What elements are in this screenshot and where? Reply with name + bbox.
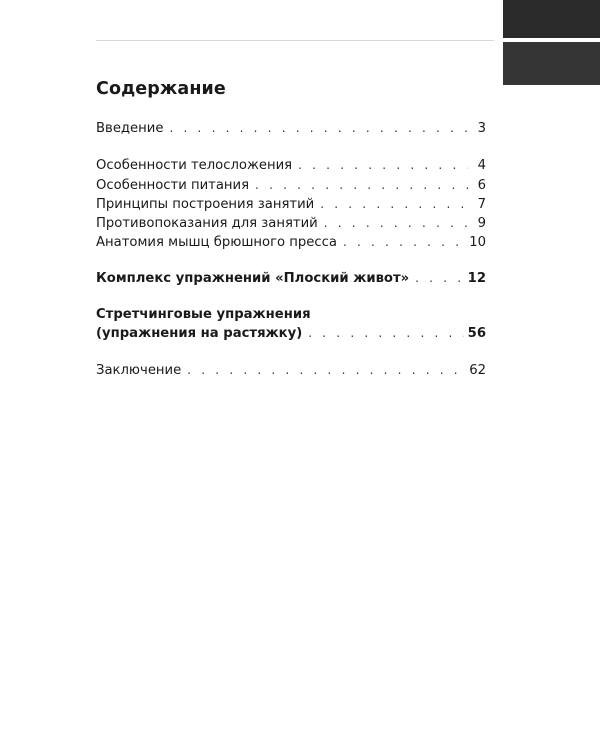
dot-leader (187, 362, 465, 379)
toc-entry-page: 4 (477, 158, 486, 173)
toc-entry-principles[interactable] (96, 196, 486, 213)
toc-entry-nutrition[interactable] (96, 177, 486, 194)
dot-leader (255, 177, 468, 194)
dot-leader (169, 120, 468, 137)
toc-entry-label: Особенности телосложения (96, 158, 293, 173)
header-rule (96, 40, 494, 41)
toc-entry-label: Противопоказания для занятий (96, 216, 318, 231)
toc-entry-label: Введение (96, 121, 164, 136)
toc-entry-page: 9 (477, 216, 486, 231)
toc-title: Содержание (96, 79, 226, 99)
page-edge-tab-top (503, 0, 600, 38)
dot-leader (308, 325, 463, 342)
toc-entry-stretching[interactable] (96, 325, 486, 342)
toc-entry-page: 6 (477, 178, 486, 193)
toc-entry-flat-belly-complex[interactable] (96, 270, 486, 287)
toc-entry-page: 62 (469, 363, 486, 378)
toc-entry-label: Заключение (96, 363, 182, 378)
dot-leader (298, 157, 468, 174)
toc-entry-page: 10 (469, 235, 486, 250)
toc-entry-page: 12 (467, 271, 486, 286)
toc-entry-label: Принципы построения занятий (96, 197, 315, 212)
dot-leader (324, 215, 468, 232)
toc-entry-page: 56 (467, 326, 486, 341)
toc-entry-page: 3 (477, 121, 486, 136)
toc-entry-anatomy[interactable] (96, 234, 486, 251)
toc-entry-body-type[interactable] (96, 157, 486, 174)
dot-leader (320, 196, 468, 213)
toc-entry-label: Особенности питания (96, 178, 250, 193)
dot-leader (343, 234, 465, 251)
toc-entry-label: Комплекс упражнений «Плоский живот» (96, 271, 410, 286)
toc-entry-label: Анатомия мышц брюшного пресса (96, 235, 337, 250)
dot-leader (415, 270, 463, 287)
toc-entry-page: 7 (477, 197, 486, 212)
toc-entry-label: (упражнения на растяжку) (96, 326, 303, 341)
toc-entry-introduction[interactable] (96, 120, 486, 137)
toc-entry-stretching-line1[interactable]: Стретчинговые упражнения (96, 307, 311, 322)
page-edge-tab-bottom (503, 42, 600, 85)
toc-entry-contraindications[interactable] (96, 215, 486, 232)
toc-entry-conclusion[interactable] (96, 362, 486, 379)
